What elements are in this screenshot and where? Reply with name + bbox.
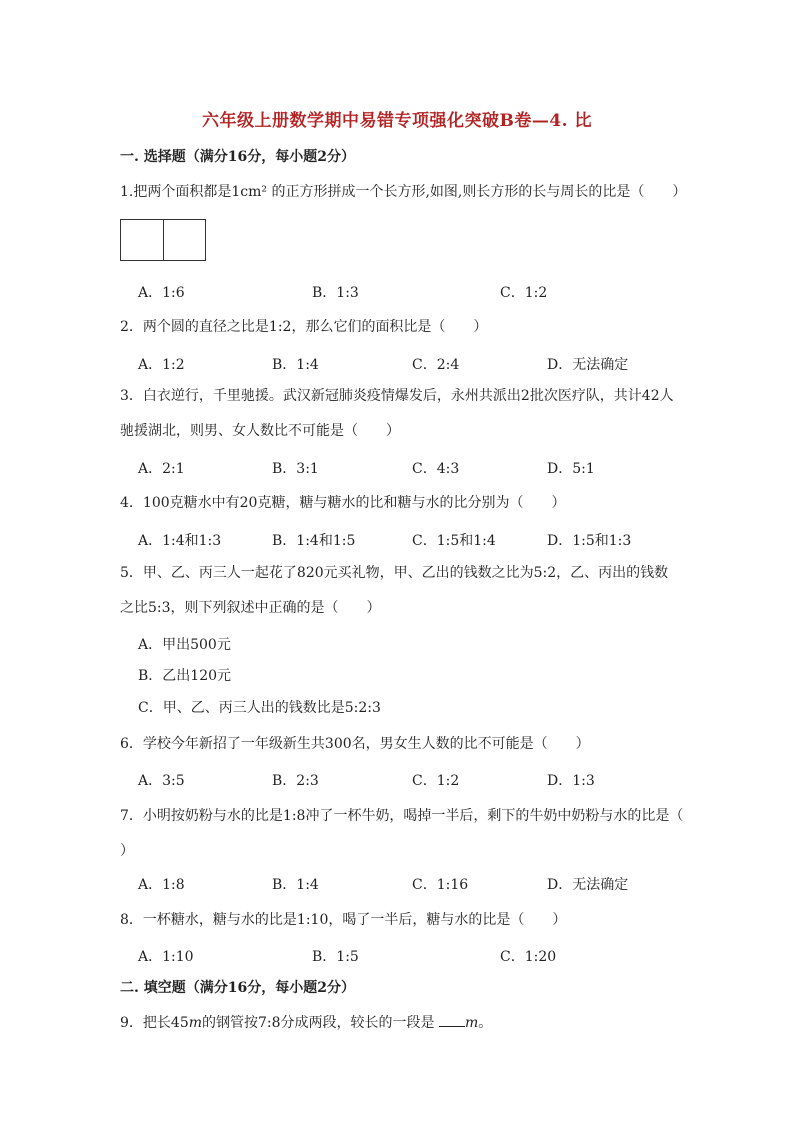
question-7-option-b[interactable]: B．1:4 <box>272 877 319 893</box>
question-9-prefix: 9．把长45 <box>120 1015 189 1031</box>
question-4-option-a[interactable]: A．1:4和1:3 <box>138 533 222 549</box>
question-3-text-line2: 驰援湖北，则男、女人数比不可能是（ ） <box>120 423 400 439</box>
question-8-option-b[interactable]: B．1:5 <box>312 949 359 965</box>
question-3-option-d[interactable]: D．5:1 <box>547 461 595 477</box>
question-5-text-line1: 5．甲、乙、丙三人一起花了820元买礼物，甲、乙出的钱数之比为5:2，乙、丙出的钱数 <box>120 565 669 581</box>
question-1-option-b[interactable]: B．1:3 <box>312 285 359 301</box>
question-8-option-a[interactable]: A．1:10 <box>138 949 194 965</box>
question-6-text: 6．学校今年新招了一年级新生共300名，男女生人数的比不可能是（ ） <box>120 736 590 752</box>
question-4-option-b[interactable]: B．1:4和1:5 <box>272 533 356 549</box>
question-7-option-d[interactable]: D．无法确定 <box>547 877 629 893</box>
question-7-text-line2: ） <box>120 843 134 859</box>
question-2-text: 2．两个圆的直径之比是1:2，那么它们的面积比是（ ） <box>120 319 488 335</box>
question-4-text: 4．100克糖水中有20克糖，糖与糖水的比和糖与水的比分别为（ ） <box>120 495 566 511</box>
question-5-option-b[interactable]: B．乙出120元 <box>138 668 232 684</box>
question-5-option-c[interactable]: C．甲、乙、丙三人出的钱数比是5:2:3 <box>138 700 381 716</box>
question-2-option-c[interactable]: C．2:4 <box>412 357 460 373</box>
two-squares-figure <box>120 219 206 261</box>
question-2-option-d[interactable]: D．无法确定 <box>547 357 629 373</box>
question-4-option-c[interactable]: C．1:5和1:4 <box>412 533 496 549</box>
question-6-option-b[interactable]: B．2:3 <box>272 773 319 789</box>
question-9-middle: 的钢管按7:8分成两段，较长的一段是 <box>202 1015 439 1031</box>
question-3-option-b[interactable]: B．3:1 <box>272 461 319 477</box>
question-7-option-a[interactable]: A．1:8 <box>138 877 185 893</box>
question-5-option-a[interactable]: A．甲出500元 <box>138 637 231 653</box>
question-9-suffix: 。 <box>478 1015 493 1031</box>
question-1-text: 1.把两个面积都是1cm² 的正方形拼成一个长方形,如图,则长方形的长与周长的比是（ ） <box>120 184 687 200</box>
square-right <box>164 220 206 260</box>
question-6-option-d[interactable]: D．1:3 <box>547 773 595 789</box>
section-heading-choice: 一. 选择题（满分16分，每小题2分） <box>120 149 355 165</box>
question-3-option-c[interactable]: C．4:3 <box>412 461 460 477</box>
question-1-option-c[interactable]: C．1:2 <box>500 285 548 301</box>
question-5-text-line2: 之比5:3，则下列叙述中正确的是（ ） <box>120 600 381 616</box>
question-8-option-c[interactable]: C．1:20 <box>500 949 557 965</box>
question-2-option-a[interactable]: A．1:2 <box>138 357 185 373</box>
section-heading-fill: 二. 填空题（满分16分，每小题2分） <box>120 980 355 996</box>
question-6-option-c[interactable]: C．1:2 <box>412 773 460 789</box>
question-8-text: 8．一杯糖水，糖与水的比是1:10，喝了一半后，糖与水的比是（ ） <box>120 912 567 928</box>
question-7-option-c[interactable]: C．1:16 <box>412 877 469 893</box>
question-1-option-a[interactable]: A．1:6 <box>138 285 185 301</box>
question-9-text <box>120 1012 492 1032</box>
question-2-option-b[interactable]: B．1:4 <box>272 357 319 373</box>
question-3-text-line1: 3．白衣逆行，千里驰援。武汉新冠肺炎疫情爆发后，永州共派出2批次医疗队，共计42人 <box>120 388 674 404</box>
answer-blank[interactable] <box>439 1012 465 1027</box>
unit-meter-answer: m <box>465 1015 479 1031</box>
question-6-option-a[interactable]: A．3:5 <box>138 773 185 789</box>
page-title: 六年级上册数学期中易错专项强化突破B卷—4. 比 <box>201 111 593 131</box>
unit-meter: m <box>188 1015 203 1031</box>
question-4-option-d[interactable]: D．1:5和1:3 <box>547 533 632 549</box>
question-7-text-line1: 7．小明按奶粉与水的比是1:8冲了一杯牛奶，喝掉一半后，剩下的牛奶中奶粉与水的比是（ <box>120 808 684 824</box>
question-3-option-a[interactable]: A．2:1 <box>138 461 185 477</box>
square-left <box>121 220 163 260</box>
